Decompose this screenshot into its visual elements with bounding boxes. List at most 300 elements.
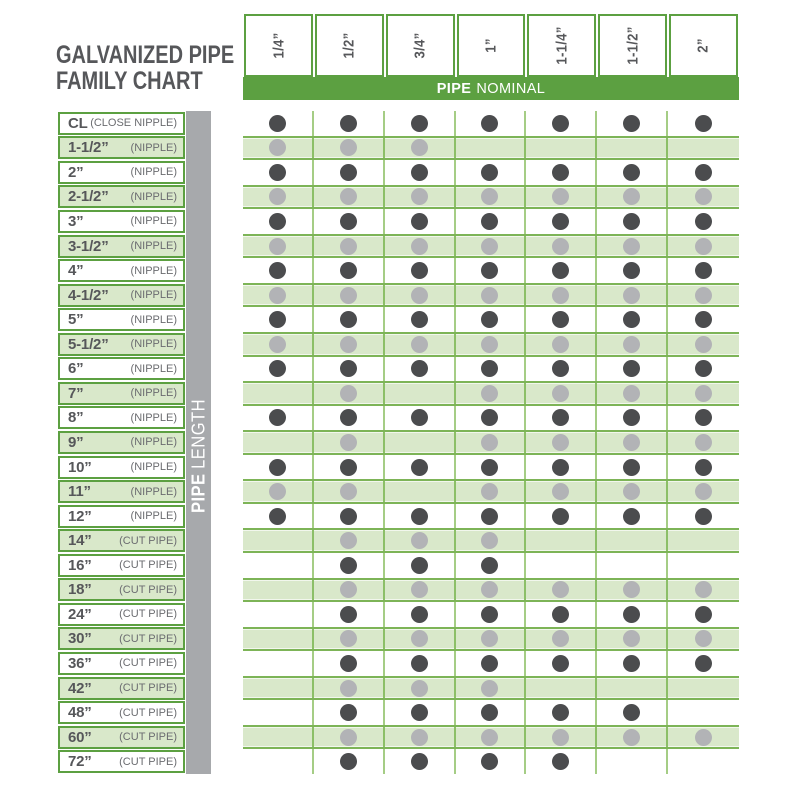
availability-cell [526,160,597,185]
pipe-length-kind: (NIPPLE) [130,436,177,449]
availability-cell [243,727,314,748]
availability-dot [552,336,569,353]
pipe-length-axis-label [188,399,209,513]
availability-dot [481,557,498,574]
availability-dot [552,213,569,230]
availability-cell [456,678,527,699]
availability-dot [552,606,569,623]
availability-dot [552,434,569,451]
pipe-nominal-column-header [315,14,384,77]
availability-cell [243,236,314,257]
pipe-length-size: 18” [68,581,92,599]
availability-dot [695,630,712,647]
availability-cell [456,727,527,748]
availability-dot [411,704,428,721]
availability-dot [411,115,428,132]
availability-dot [481,508,498,525]
pipe-length-kind: (NIPPLE) [130,362,177,375]
availability-cell [597,504,668,529]
availability-dot [411,581,428,598]
availability-cell [243,504,314,529]
availability-cell [526,455,597,480]
availability-dot [623,238,640,255]
pipe-length-row-label [58,627,185,650]
availability-row [243,381,739,406]
availability-cell [243,285,314,306]
availability-cell [385,236,456,257]
availability-cell [385,160,456,185]
availability-dot [552,508,569,525]
availability-cell [526,406,597,431]
availability-dot [695,409,712,426]
availability-dot [340,409,357,426]
availability-dot [411,262,428,279]
pipe-length-row-label [58,578,185,601]
availability-cell [314,383,385,404]
pipe-length-row-label [58,357,185,380]
availability-cell [243,629,314,650]
pipe-length-size: 3-1/2” [68,237,109,255]
pipe-nominal-column-header [598,14,667,77]
availability-cell [456,138,527,159]
availability-dot [481,115,498,132]
availability-cell [526,629,597,650]
availability-cell [456,111,527,136]
availability-cell [526,187,597,208]
availability-cell [456,580,527,601]
pipe-length-row-label [58,554,185,577]
availability-cell [243,334,314,355]
availability-dot [481,287,498,304]
availability-cell [314,236,385,257]
availability-dot [623,630,640,647]
availability-cell [597,236,668,257]
availability-dot [269,360,286,377]
pipe-length-size: CL [68,114,88,132]
availability-cell [526,383,597,404]
availability-dot [552,164,569,181]
availability-cell [314,334,385,355]
availability-dot [481,459,498,476]
availability-dot [623,336,640,353]
availability-cell [456,258,527,283]
availability-dot [269,311,286,328]
availability-cell [526,334,597,355]
availability-cell [668,602,739,627]
availability-cell [456,209,527,234]
availability-row [243,602,739,627]
pipe-length-kind: (NIPPLE) [130,141,177,154]
availability-row [243,406,739,431]
availability-cell [456,307,527,332]
availability-cell [526,432,597,453]
availability-dot [340,115,357,132]
availability-cell [456,553,527,578]
availability-row [243,283,739,308]
pipe-length-row-label [58,284,185,307]
pipe-length-size: 60” [68,728,92,746]
availability-dot [269,238,286,255]
availability-dot [411,336,428,353]
availability-dot [269,459,286,476]
pipe-length-size: 12” [68,507,92,525]
pipe-nominal-column-header [457,14,526,77]
pipe-nominal-column-header [244,14,313,77]
pipe-nominal-banner-rest: NOMINAL [476,80,546,97]
availability-cell [597,749,668,774]
availability-cell [314,455,385,480]
pipe-length-row-label [58,750,185,773]
availability-dot [552,238,569,255]
availability-dot [340,753,357,770]
availability-dot [340,483,357,500]
availability-dot [695,287,712,304]
pipe-nominal-column-label: 1/4” [269,32,287,59]
availability-dot [340,336,357,353]
availability-cell [526,285,597,306]
availability-dot [623,729,640,746]
availability-cell [385,678,456,699]
availability-dot [695,606,712,623]
pipe-length-kind: (CUT PIPE) [119,731,177,744]
pipe-length-kind: (NIPPLE) [130,461,177,474]
availability-dot [411,311,428,328]
availability-row [243,111,739,136]
availability-row [243,528,739,553]
availability-cell [314,530,385,551]
availability-cell [243,553,314,578]
availability-cell [456,383,527,404]
availability-cell [526,258,597,283]
availability-cell [526,111,597,136]
pipe-length-row-label [58,431,185,454]
availability-cell [668,138,739,159]
pipe-length-size: 9” [68,433,84,451]
availability-cell [243,258,314,283]
chart-title [56,42,234,94]
availability-cell [597,678,668,699]
pipe-length-kind: (CLOSE NIPPLE) [90,117,177,130]
pipe-length-row-label [58,308,185,331]
availability-dot [411,287,428,304]
pipe-length-size: 4” [68,262,84,280]
availability-cell [597,629,668,650]
availability-dot [552,188,569,205]
availability-dot [269,287,286,304]
availability-cell [456,629,527,650]
availability-dot [552,311,569,328]
availability-dot [552,115,569,132]
availability-row [243,455,739,480]
availability-row [243,357,739,382]
availability-cell [526,580,597,601]
availability-cell [668,383,739,404]
pipe-length-kind: (CUT PIPE) [119,657,177,670]
availability-cell [243,481,314,502]
availability-dot [623,655,640,672]
availability-cell [314,749,385,774]
availability-dot [695,508,712,525]
pipe-length-row-label [58,259,185,282]
availability-dot [695,238,712,255]
availability-cell [385,530,456,551]
pipe-length-row-label [58,701,185,724]
availability-cell [597,700,668,725]
availability-cell [597,307,668,332]
availability-dot [411,630,428,647]
availability-cell [597,727,668,748]
pipe-length-row-label [58,480,185,503]
availability-cell [314,481,385,502]
availability-cell [526,651,597,676]
availability-dot [411,188,428,205]
availability-dot [340,655,357,672]
pipe-length-kind: (NIPPLE) [130,411,177,424]
availability-cell [597,187,668,208]
availability-dot [340,606,357,623]
availability-cell [597,160,668,185]
availability-cell [314,160,385,185]
availability-dot [552,753,569,770]
availability-cell [668,357,739,382]
availability-cell [243,432,314,453]
availability-dot [269,164,286,181]
availability-cell [314,629,385,650]
availability-cell [668,651,739,676]
availability-dot [481,532,498,549]
availability-cell [314,258,385,283]
availability-cell [597,406,668,431]
availability-dot [269,188,286,205]
pipe-nominal-column-label: 2” [695,38,713,53]
availability-dot [481,606,498,623]
availability-cell [597,138,668,159]
availability-cell [314,602,385,627]
pipe-length-size: 4-1/2” [68,286,109,304]
availability-cell [385,749,456,774]
availability-dot [552,704,569,721]
availability-cell [597,111,668,136]
availability-cell [668,678,739,699]
availability-dot [481,434,498,451]
availability-cell [314,307,385,332]
availability-cell [597,209,668,234]
availability-row [243,185,739,210]
pipe-length-kind: (CUT PIPE) [119,755,177,768]
availability-dot [481,262,498,279]
availability-dot [552,459,569,476]
availability-cell [526,602,597,627]
availability-dot [695,483,712,500]
availability-dot [695,336,712,353]
availability-cell [668,285,739,306]
pipe-nominal-column-label: 1/2” [340,32,358,59]
availability-cell [668,629,739,650]
availability-row [243,307,739,332]
availability-cell [243,455,314,480]
pipe-length-kind: (NIPPLE) [130,240,177,253]
availability-dot [623,287,640,304]
availability-dot [481,753,498,770]
availability-dot [340,287,357,304]
pipe-length-row-label [58,185,185,208]
availability-dot [695,360,712,377]
availability-cell [243,209,314,234]
availability-dot [269,336,286,353]
availability-cell [385,727,456,748]
pipe-length-row-label [58,136,185,159]
availability-dot [340,262,357,279]
pipe-length-row-label [58,505,185,528]
availability-dot [695,115,712,132]
availability-cell [668,307,739,332]
availability-cell [456,455,527,480]
availability-cell [526,504,597,529]
availability-dot [269,483,286,500]
chart-title-line1: GALVANIZED PIPE [56,41,235,69]
availability-cell [314,285,385,306]
availability-dot [269,508,286,525]
availability-cell [526,209,597,234]
availability-cell [243,406,314,431]
availability-dot [269,262,286,279]
availability-cell [385,111,456,136]
availability-cell [668,209,739,234]
pipe-length-size: 48” [68,704,92,722]
availability-cell [456,602,527,627]
availability-cell [314,651,385,676]
availability-row [243,258,739,283]
availability-dot [695,385,712,402]
availability-cell [314,209,385,234]
availability-dot [340,188,357,205]
availability-cell [597,651,668,676]
availability-dot [340,360,357,377]
availability-dot [481,213,498,230]
availability-row [243,430,739,455]
availability-cell [385,629,456,650]
availability-cell [668,530,739,551]
availability-dot [552,262,569,279]
pipe-length-size: 36” [68,654,92,672]
availability-dot [695,213,712,230]
pipe-nominal-banner-bold: PIPE [436,80,472,97]
availability-dot [481,581,498,598]
availability-dot [552,655,569,672]
availability-dot [411,729,428,746]
pipe-length-kind: (NIPPLE) [130,313,177,326]
availability-cell [385,285,456,306]
pipe-length-size: 10” [68,458,92,476]
pipe-length-size: 16” [68,556,92,574]
availability-dot [340,680,357,697]
availability-cell [243,357,314,382]
pipe-nominal-column-label: 1-1/2” [624,26,642,65]
pipe-length-row-label [58,406,185,429]
availability-cell [668,432,739,453]
availability-dot [623,385,640,402]
availability-cell [456,432,527,453]
availability-dot [623,164,640,181]
availability-dot [340,164,357,181]
availability-cell [385,406,456,431]
availability-cell [385,553,456,578]
availability-dot [623,581,640,598]
pipe-length-row-label [58,382,185,405]
pipe-nominal-banner [243,77,739,100]
availability-dot [481,729,498,746]
availability-dot [623,409,640,426]
pipe-nominal-column-label: 1” [482,38,500,53]
availability-dot [695,262,712,279]
pipe-length-row-label [58,333,185,356]
pipe-length-size: 30” [68,630,92,648]
availability-cell [526,236,597,257]
availability-dot [411,139,428,156]
availability-cell [385,258,456,283]
pipe-length-kind: (NIPPLE) [130,485,177,498]
availability-cell [526,678,597,699]
availability-cell [385,481,456,502]
availability-cell [526,530,597,551]
availability-cell [314,553,385,578]
pipe-length-axis-bold: PIPE [188,473,208,513]
availability-cell [456,651,527,676]
availability-cell [526,357,597,382]
pipe-length-size: 42” [68,679,92,697]
availability-dot [623,434,640,451]
availability-cell [385,209,456,234]
availability-cell [456,357,527,382]
availability-cell [456,504,527,529]
pipe-length-size: 7” [68,384,84,402]
availability-dot [340,557,357,574]
availability-cell [526,749,597,774]
availability-dot [340,508,357,525]
availability-dot [411,655,428,672]
availability-dot [269,115,286,132]
availability-cell [314,406,385,431]
availability-row [243,700,739,725]
availability-cell [668,727,739,748]
chart-title-line2: FAMILY CHART [56,67,203,95]
availability-dot [695,581,712,598]
pipe-length-row-label [58,210,185,233]
availability-cell [456,406,527,431]
availability-cell [243,307,314,332]
pipe-length-labels [58,111,185,774]
availability-cell [668,334,739,355]
availability-cell [526,727,597,748]
pipe-length-kind: (CUT PIPE) [119,559,177,572]
availability-cell [243,138,314,159]
availability-cell [385,357,456,382]
availability-dot [623,606,640,623]
availability-dot [481,164,498,181]
availability-dot [552,385,569,402]
availability-dot [481,655,498,672]
availability-dot [695,729,712,746]
availability-dot [411,238,428,255]
pipe-length-size: 6” [68,360,84,378]
availability-dot [623,311,640,328]
availability-cell [243,602,314,627]
availability-cell [385,307,456,332]
pipe-length-size: 5” [68,311,84,329]
availability-dot [552,409,569,426]
availability-cell [526,553,597,578]
availability-row [243,553,739,578]
